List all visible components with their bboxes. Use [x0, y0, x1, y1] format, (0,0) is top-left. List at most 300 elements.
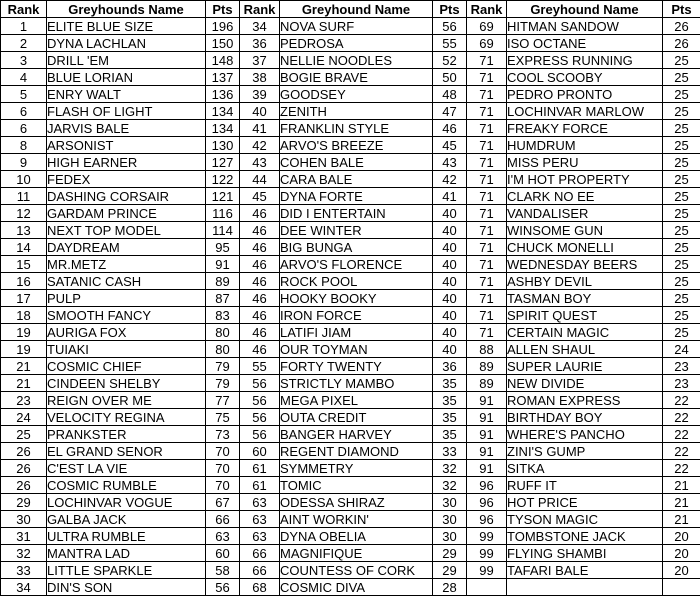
points-cell: 25	[663, 120, 700, 137]
greyhound-name-cell: TAFARI BALE	[507, 562, 663, 579]
points-cell: 30	[433, 494, 467, 511]
greyhound-name-cell: OUR TOYMAN	[280, 341, 433, 358]
greyhound-name-cell: AINT WORKIN'	[280, 511, 433, 528]
points-cell: 80	[206, 341, 240, 358]
rank-cell: 46	[240, 290, 280, 307]
rank-cell: 24	[1, 409, 47, 426]
rank-header: Rank	[1, 1, 47, 18]
table-row	[1, 579, 700, 596]
rank-cell: 4	[1, 69, 47, 86]
points-cell: 40	[433, 256, 467, 273]
points-cell: 20	[663, 528, 700, 545]
greyhound-name-cell: HOT PRICE	[507, 494, 663, 511]
greyhound-name-cell: NELLIE NOODLES	[280, 52, 433, 69]
greyhound-name-cell: FREAKY FORCE	[507, 120, 663, 137]
table-row	[1, 341, 700, 358]
greyhound-name-cell: SATANIC CASH	[47, 273, 206, 290]
greyhound-name-cell: CARA BALE	[280, 171, 433, 188]
greyhound-name-cell: COHEN BALE	[280, 154, 433, 171]
points-cell: 35	[433, 426, 467, 443]
greyhound-name-cell: HIGH EARNER	[47, 154, 206, 171]
rank-cell: 61	[240, 477, 280, 494]
rank-cell: 99	[467, 545, 507, 562]
greyhound-name-cell: C'EST LA VIE	[47, 460, 206, 477]
table-row	[1, 358, 700, 375]
points-cell: 40	[433, 341, 467, 358]
points-cell: 83	[206, 307, 240, 324]
table-body	[1, 18, 700, 596]
greyhound-name-cell: CERTAIN MAGIC	[507, 324, 663, 341]
greyhound-name-cell: NEXT TOP MODEL	[47, 222, 206, 239]
rank-cell: 56	[240, 426, 280, 443]
greyhound-name-header: Greyhound Name	[507, 1, 663, 18]
points-cell: 35	[433, 375, 467, 392]
greyhound-name-cell: WINSOME GUN	[507, 222, 663, 239]
greyhound-name-cell: HUMDRUM	[507, 137, 663, 154]
points-cell: 25	[663, 273, 700, 290]
rank-cell: 11	[1, 188, 47, 205]
rank-cell: 68	[240, 579, 280, 596]
rank-cell: 42	[240, 137, 280, 154]
points-cell: 25	[663, 256, 700, 273]
greyhound-name-cell: HOOKY BOOKY	[280, 290, 433, 307]
greyhound-name-cell: MISS PERU	[507, 154, 663, 171]
greyhound-name-cell: WHERE'S PANCHO	[507, 426, 663, 443]
greyhound-name-cell: FRANKLIN STYLE	[280, 120, 433, 137]
rank-cell: 91	[467, 392, 507, 409]
rank-cell: 46	[240, 239, 280, 256]
points-header: Pts	[663, 1, 700, 18]
rank-cell: 19	[1, 324, 47, 341]
greyhound-name-cell: DYNA OBELIA	[280, 528, 433, 545]
points-cell: 25	[663, 103, 700, 120]
rank-cell: 69	[467, 35, 507, 52]
points-cell: 22	[663, 443, 700, 460]
rank-cell: 60	[240, 443, 280, 460]
table-row	[1, 69, 700, 86]
table-row	[1, 171, 700, 188]
points-cell: 77	[206, 392, 240, 409]
points-cell: 25	[663, 307, 700, 324]
points-cell: 32	[433, 477, 467, 494]
table-row	[1, 545, 700, 562]
rank-cell: 25	[1, 426, 47, 443]
rank-cell: 71	[467, 188, 507, 205]
rank-cell: 17	[1, 290, 47, 307]
table-row	[1, 494, 700, 511]
points-cell: 25	[663, 69, 700, 86]
rank-cell: 71	[467, 273, 507, 290]
rank-cell: 96	[467, 511, 507, 528]
points-cell: 25	[663, 137, 700, 154]
table-row	[1, 188, 700, 205]
rank-cell: 71	[467, 69, 507, 86]
rank-cell: 26	[1, 477, 47, 494]
rank-cell: 16	[1, 273, 47, 290]
table-row	[1, 409, 700, 426]
rank-cell: 56	[240, 375, 280, 392]
points-cell: 36	[433, 358, 467, 375]
points-cell: 22	[663, 409, 700, 426]
greyhound-name-cell: ENRY WALT	[47, 86, 206, 103]
greyhound-name-cell: ROMAN EXPRESS	[507, 392, 663, 409]
greyhound-name-cell: DAYDREAM	[47, 239, 206, 256]
rank-cell: 91	[467, 460, 507, 477]
rank-cell: 31	[1, 528, 47, 545]
rank-cell: 71	[467, 324, 507, 341]
points-cell: 52	[433, 52, 467, 69]
greyhound-name-cell: SYMMETRY	[280, 460, 433, 477]
greyhound-name-cell: TUIAKI	[47, 341, 206, 358]
points-cell: 137	[206, 69, 240, 86]
points-cell: 35	[433, 392, 467, 409]
points-cell: 23	[663, 358, 700, 375]
greyhound-name-cell: ALLEN SHAUL	[507, 341, 663, 358]
rank-cell: 56	[240, 409, 280, 426]
table-row	[1, 477, 700, 494]
points-cell: 122	[206, 171, 240, 188]
rank-cell: 30	[1, 511, 47, 528]
greyhound-name-cell: ELITE BLUE SIZE	[47, 18, 206, 35]
points-cell: 26	[663, 18, 700, 35]
points-cell: 75	[206, 409, 240, 426]
rank-cell: 19	[1, 341, 47, 358]
greyhound-name-cell: DASHING CORSAIR	[47, 188, 206, 205]
rank-cell: 41	[240, 120, 280, 137]
greyhound-name-cell: BIG BUNGA	[280, 239, 433, 256]
points-cell: 45	[433, 137, 467, 154]
rank-cell: 46	[240, 273, 280, 290]
rank-cell: 63	[240, 511, 280, 528]
greyhound-name-cell: LOCHINVAR MARLOW	[507, 103, 663, 120]
table-row	[1, 35, 700, 52]
greyhound-name-cell: FLASH OF LIGHT	[47, 103, 206, 120]
greyhound-name-cell: COUNTESS OF CORK	[280, 562, 433, 579]
table-row	[1, 443, 700, 460]
rank-cell: 66	[240, 562, 280, 579]
rank-cell: 34	[240, 18, 280, 35]
rank-cell: 33	[1, 562, 47, 579]
greyhound-name-cell: FORTY TWENTY	[280, 358, 433, 375]
points-cell: 25	[663, 154, 700, 171]
table-row	[1, 256, 700, 273]
rank-cell: 71	[467, 239, 507, 256]
greyhound-name-cell: PEDROSA	[280, 35, 433, 52]
table-row	[1, 205, 700, 222]
points-cell	[663, 579, 700, 596]
points-cell: 25	[663, 52, 700, 69]
greyhound-name-cell: CHUCK MONELLI	[507, 239, 663, 256]
rank-cell: 71	[467, 171, 507, 188]
points-cell: 70	[206, 443, 240, 460]
rank-cell: 46	[240, 222, 280, 239]
table-row	[1, 307, 700, 324]
points-cell: 48	[433, 86, 467, 103]
rank-cell: 1	[1, 18, 47, 35]
greyhound-name-cell: ARSONIST	[47, 137, 206, 154]
table-row	[1, 290, 700, 307]
points-cell: 66	[206, 511, 240, 528]
greyhound-name-cell	[507, 579, 663, 596]
greyhound-name-cell: MAGNIFIQUE	[280, 545, 433, 562]
points-cell: 22	[663, 460, 700, 477]
greyhound-name-cell: IRON FORCE	[280, 307, 433, 324]
points-cell: 136	[206, 86, 240, 103]
greyhound-name-cell: NEW DIVIDE	[507, 375, 663, 392]
rank-cell: 91	[467, 443, 507, 460]
points-cell: 55	[433, 35, 467, 52]
greyhound-name-cell: ROCK POOL	[280, 273, 433, 290]
rank-header: Rank	[240, 1, 280, 18]
points-header: Pts	[206, 1, 240, 18]
points-cell: 63	[206, 528, 240, 545]
points-cell: 29	[433, 562, 467, 579]
rank-cell: 36	[240, 35, 280, 52]
points-cell: 20	[663, 545, 700, 562]
points-cell: 56	[206, 579, 240, 596]
points-cell: 196	[206, 18, 240, 35]
greyhound-name-cell: BLUE LORIAN	[47, 69, 206, 86]
greyhound-name-cell: TOMIC	[280, 477, 433, 494]
table-row	[1, 426, 700, 443]
points-cell: 150	[206, 35, 240, 52]
table-row	[1, 52, 700, 69]
points-cell: 25	[663, 324, 700, 341]
greyhound-name-cell: COOL SCOOBY	[507, 69, 663, 86]
greyhound-name-cell: CLARK NO EE	[507, 188, 663, 205]
greyhound-name-cell: TYSON MAGIC	[507, 511, 663, 528]
greyhound-name-cell: MR.METZ	[47, 256, 206, 273]
points-cell: 40	[433, 307, 467, 324]
points-cell: 40	[433, 290, 467, 307]
points-cell: 58	[206, 562, 240, 579]
greyhound-name-cell: FLYING SHAMBI	[507, 545, 663, 562]
rank-cell: 71	[467, 290, 507, 307]
greyhound-name-cell: FEDEX	[47, 171, 206, 188]
rank-cell: 69	[467, 18, 507, 35]
greyhound-name-cell: BANGER HARVEY	[280, 426, 433, 443]
rank-cell: 2	[1, 35, 47, 52]
greyhound-name-cell: GARDAM PRINCE	[47, 205, 206, 222]
table-row	[1, 222, 700, 239]
points-cell: 79	[206, 375, 240, 392]
points-cell: 89	[206, 273, 240, 290]
greyhound-name-cell: GALBA JACK	[47, 511, 206, 528]
header-row	[1, 1, 700, 18]
rank-cell: 71	[467, 137, 507, 154]
points-cell: 22	[663, 426, 700, 443]
rank-cell: 66	[240, 545, 280, 562]
rank-cell: 46	[240, 341, 280, 358]
greyhound-name-cell: HITMAN SANDOW	[507, 18, 663, 35]
table-header	[1, 1, 700, 18]
rank-cell: 71	[467, 103, 507, 120]
points-cell: 46	[433, 120, 467, 137]
rank-cell: 96	[467, 477, 507, 494]
rank-cell: 15	[1, 256, 47, 273]
table-row	[1, 375, 700, 392]
greyhound-name-cell: PEDRO PRONTO	[507, 86, 663, 103]
points-cell: 40	[433, 222, 467, 239]
greyhound-name-cell: AURIGA FOX	[47, 324, 206, 341]
greyhound-name-cell: LATIFI JIAM	[280, 324, 433, 341]
rank-cell: 91	[467, 426, 507, 443]
rank-cell: 37	[240, 52, 280, 69]
points-cell: 91	[206, 256, 240, 273]
greyhound-name-cell: NOVA SURF	[280, 18, 433, 35]
greyhound-name-cell: DYNA LACHLAN	[47, 35, 206, 52]
table-row	[1, 460, 700, 477]
rank-cell: 29	[1, 494, 47, 511]
greyhound-name-cell: VELOCITY REGINA	[47, 409, 206, 426]
greyhound-name-cell: SMOOTH FANCY	[47, 307, 206, 324]
greyhound-name-cell: LITTLE SPARKLE	[47, 562, 206, 579]
greyhound-name-header: Greyhound Name	[280, 1, 433, 18]
table-row	[1, 511, 700, 528]
points-cell: 21	[663, 511, 700, 528]
greyhound-name-cell: STRICTLY MAMBO	[280, 375, 433, 392]
rank-cell: 71	[467, 222, 507, 239]
rank-cell: 99	[467, 562, 507, 579]
greyhound-name-header: Greyhounds Name	[47, 1, 206, 18]
rank-cell: 61	[240, 460, 280, 477]
rank-cell: 56	[240, 392, 280, 409]
table-row	[1, 120, 700, 137]
rank-cell: 71	[467, 86, 507, 103]
points-cell: 21	[663, 494, 700, 511]
rank-cell: 91	[467, 409, 507, 426]
greyhound-name-cell: TOMBSTONE JACK	[507, 528, 663, 545]
table-row	[1, 392, 700, 409]
greyhound-name-cell: EL GRAND SENOR	[47, 443, 206, 460]
points-cell: 28	[433, 579, 467, 596]
points-cell: 22	[663, 392, 700, 409]
greyhound-name-cell: SITKA	[507, 460, 663, 477]
points-cell: 23	[663, 375, 700, 392]
rank-cell: 63	[240, 494, 280, 511]
points-cell: 130	[206, 137, 240, 154]
points-cell: 40	[433, 205, 467, 222]
rank-cell: 99	[467, 528, 507, 545]
points-cell: 25	[663, 171, 700, 188]
greyhound-name-cell: JARVIS BALE	[47, 120, 206, 137]
rank-cell: 10	[1, 171, 47, 188]
rank-cell: 45	[240, 188, 280, 205]
points-cell: 70	[206, 477, 240, 494]
points-cell: 21	[663, 477, 700, 494]
points-cell: 25	[663, 205, 700, 222]
rank-cell: 71	[467, 256, 507, 273]
points-cell: 25	[663, 290, 700, 307]
rank-cell: 38	[240, 69, 280, 86]
points-cell: 43	[433, 154, 467, 171]
points-cell: 30	[433, 528, 467, 545]
rank-cell: 6	[1, 103, 47, 120]
greyhound-name-cell: ARVO'S FLORENCE	[280, 256, 433, 273]
rank-cell: 21	[1, 375, 47, 392]
points-cell: 87	[206, 290, 240, 307]
points-cell: 50	[433, 69, 467, 86]
points-cell: 25	[663, 222, 700, 239]
points-cell: 26	[663, 35, 700, 52]
rank-cell: 96	[467, 494, 507, 511]
rank-cell: 14	[1, 239, 47, 256]
rank-cell: 88	[467, 341, 507, 358]
greyhound-name-cell: I'M HOT PROPERTY	[507, 171, 663, 188]
table-row	[1, 562, 700, 579]
points-header: Pts	[433, 1, 467, 18]
points-cell: 40	[433, 273, 467, 290]
rank-cell: 71	[467, 52, 507, 69]
greyhound-name-cell: MEGA PIXEL	[280, 392, 433, 409]
greyhound-name-cell: LOCHINVAR VOGUE	[47, 494, 206, 511]
points-cell: 30	[433, 511, 467, 528]
table-row	[1, 239, 700, 256]
points-cell: 25	[663, 86, 700, 103]
points-cell: 114	[206, 222, 240, 239]
rank-cell: 21	[1, 358, 47, 375]
rank-cell: 71	[467, 120, 507, 137]
table-row	[1, 103, 700, 120]
greyhound-name-cell: VANDALISER	[507, 205, 663, 222]
greyhound-name-cell: ARVO'S BREEZE	[280, 137, 433, 154]
points-cell: 35	[433, 409, 467, 426]
greyhound-name-cell: DIN'S SON	[47, 579, 206, 596]
points-cell: 20	[663, 562, 700, 579]
greyhound-name-cell: ZINI'S GUMP	[507, 443, 663, 460]
greyhound-name-cell: CINDEEN SHELBY	[47, 375, 206, 392]
greyhound-name-cell: REGENT DIAMOND	[280, 443, 433, 460]
rank-cell: 39	[240, 86, 280, 103]
rank-cell: 63	[240, 528, 280, 545]
points-cell: 127	[206, 154, 240, 171]
rank-cell: 89	[467, 358, 507, 375]
greyhound-name-cell: COSMIC CHIEF	[47, 358, 206, 375]
greyhound-name-cell: BOGIE BRAVE	[280, 69, 433, 86]
rank-cell: 46	[240, 324, 280, 341]
greyhound-name-cell: BIRTHDAY BOY	[507, 409, 663, 426]
greyhound-name-cell: ULTRA RUMBLE	[47, 528, 206, 545]
points-cell: 42	[433, 171, 467, 188]
points-cell: 25	[663, 239, 700, 256]
table-row	[1, 324, 700, 341]
rank-cell: 43	[240, 154, 280, 171]
table-row	[1, 18, 700, 35]
rank-cell: 23	[1, 392, 47, 409]
points-cell: 47	[433, 103, 467, 120]
rank-cell: 71	[467, 307, 507, 324]
points-cell: 95	[206, 239, 240, 256]
greyhound-name-cell: DEE WINTER	[280, 222, 433, 239]
rank-cell: 55	[240, 358, 280, 375]
greyhound-name-cell: COSMIC RUMBLE	[47, 477, 206, 494]
points-cell: 134	[206, 120, 240, 137]
rank-cell: 12	[1, 205, 47, 222]
points-cell: 41	[433, 188, 467, 205]
rank-cell: 5	[1, 86, 47, 103]
rank-cell: 40	[240, 103, 280, 120]
greyhound-name-cell: MANTRA LAD	[47, 545, 206, 562]
points-cell: 25	[663, 188, 700, 205]
greyhound-name-cell: COSMIC DIVA	[280, 579, 433, 596]
rank-header: Rank	[467, 1, 507, 18]
greyhound-name-cell: SUPER LAURIE	[507, 358, 663, 375]
points-cell: 67	[206, 494, 240, 511]
points-cell: 79	[206, 358, 240, 375]
greyhound-name-cell: RUFF IT	[507, 477, 663, 494]
points-cell: 29	[433, 545, 467, 562]
greyhound-name-cell: DYNA FORTE	[280, 188, 433, 205]
